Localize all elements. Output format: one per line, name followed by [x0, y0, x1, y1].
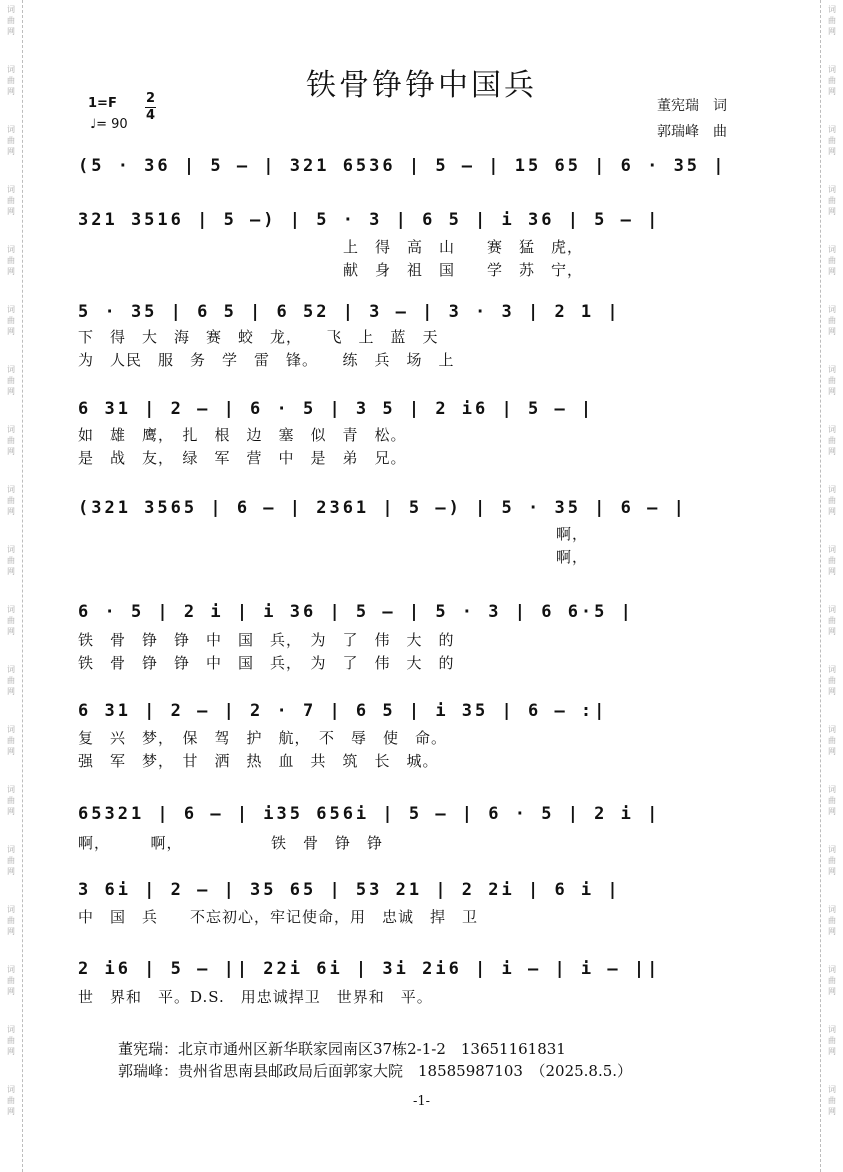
watermark-text: 词 曲 网 — [7, 365, 15, 396]
watermark-text: 词 曲 网 — [7, 245, 15, 276]
watermark-text: 词 曲 网 — [828, 605, 836, 636]
lyric-verse-1: 世 界和 平。D.S. 用忠诚捍卫 世界和 平。 — [78, 988, 433, 1006]
watermark-text: 词 曲 网 — [828, 125, 836, 156]
watermark-text: 词 曲 网 — [7, 65, 15, 96]
lyric-verse-2: 是 战 友， 绿 军 营 中 是 弟 兄。 — [78, 449, 407, 467]
lyric-verse-1: 啊， — [556, 525, 589, 543]
time-signature — [145, 92, 156, 123]
watermark-text: 词 曲 网 — [7, 905, 15, 936]
watermark-text: 词 曲 网 — [828, 1025, 836, 1056]
lyric-verse-2: 献 身 祖 国 学 苏 宁， — [343, 261, 584, 279]
staff-notes: 6 · 5 | 2 i | i 36 | 5 – | 5 · 3 | 6 6·5 | — [78, 602, 634, 622]
watermark-text: 词 曲 网 — [7, 1025, 15, 1056]
watermark-text: 词 曲 网 — [828, 725, 836, 756]
watermark-text: 词 曲 网 — [828, 785, 836, 816]
watermark-text: 词 曲 网 — [828, 1085, 836, 1116]
staff-notes: 321 3516 | 5 –) | 5 · 3 | 6 5 | i 36 | 5 – | — [78, 210, 661, 230]
watermark-text: 词 曲 网 — [7, 5, 15, 36]
tempo-marking: ♩= 90 — [90, 117, 128, 132]
staff-notes: 5 · 35 | 6 5 | 6 52 | 3 – | 3 · 3 | 2 1 | — [78, 302, 621, 322]
lyric-verse-2: 啊， — [556, 548, 589, 566]
watermark-text: 词 曲 网 — [828, 425, 836, 456]
watermark-text: 词 曲 网 — [828, 245, 836, 276]
watermark-text: 词 曲 网 — [7, 845, 15, 876]
watermark-text: 词 曲 网 — [7, 965, 15, 996]
watermark-text: 词 曲 网 — [7, 665, 15, 696]
time-bottom: 4 — [145, 108, 156, 123]
watermark-text: 词 曲 网 — [7, 545, 15, 576]
lyric-verse-1: 下 得 大 海 赛 蛟 龙， 飞 上 蓝 天 — [78, 328, 439, 346]
lyric-verse-1: 复 兴 梦， 保 驾 护 航， 不 辱 使 命。 — [78, 729, 448, 747]
lyric-verse-2: 强 军 梦， 甘 洒 热 血 共 筑 长 城。 — [78, 752, 439, 770]
staff-notes: 3 6i | 2 – | 35 65 | 53 21 | 2 2i | 6 i | — [78, 880, 621, 900]
watermark-text: 词 曲 网 — [828, 965, 836, 996]
composer-credit: 郭瑞峰 曲 — [657, 124, 727, 140]
watermark-text: 词 曲 网 — [7, 1085, 15, 1116]
key-signature: 1=F — [88, 96, 117, 111]
lyric-verse-2: 铁 骨 铮 铮 中 国 兵， 为 了 伟 大 的 — [78, 654, 455, 672]
watermark-text: 词 曲 网 — [7, 485, 15, 516]
lyric-verse-1: 上 得 高 山 赛 猛 虎， — [343, 238, 584, 256]
watermark-text: 词 曲 网 — [828, 665, 836, 696]
watermark-text: 词 曲 网 — [7, 425, 15, 456]
staff-notes: 6 31 | 2 – | 6 · 5 | 3 5 | 2 i6 | 5 – | — [78, 399, 595, 419]
watermark-text: 词 曲 网 — [7, 785, 15, 816]
lyricist-address: 董宪瑞：北京市通州区新华联家园南区37栋2-1-2 13651161831 — [118, 1040, 566, 1058]
page-number: -1- — [412, 1094, 431, 1109]
lyric-verse-1: 中 国 兵 不忘初心，牢记使命，用 忠诚 捍 卫 — [78, 908, 479, 926]
staff-notes: (5 · 36 | 5 – | 321 6536 | 5 – | 15 65 | 6 · 35 | — [78, 156, 727, 176]
watermark-text: 词 曲 网 — [7, 305, 15, 336]
composer-address: 郭瑞峰：贵州省思南县邮政局后面郭家大院 18585987103 （2025.8.5.） — [118, 1062, 633, 1080]
watermark-text: 词 曲 网 — [7, 185, 15, 216]
watermark-text: 词 曲 网 — [828, 185, 836, 216]
watermark-text: 词 曲 网 — [7, 605, 15, 636]
watermark-text: 词 曲 网 — [828, 845, 836, 876]
left-watermark-strip — [0, 0, 23, 1172]
watermark-text: 词 曲 网 — [828, 485, 836, 516]
watermark-text: 词 曲 网 — [828, 365, 836, 396]
lyric-verse-2: 为 人民 服 务 学 雷 锋。 练 兵 场 上 — [78, 351, 455, 369]
lyric-verse-1: 啊， 啊， 铁 骨 铮 铮 — [78, 834, 384, 852]
right-watermark-strip — [820, 0, 843, 1172]
watermark-text: 词 曲 网 — [7, 725, 15, 756]
lyric-verse-1: 如 雄 鹰， 扎 根 边 塞 似 青 松。 — [78, 426, 407, 444]
staff-notes: 6 31 | 2 – | 2 · 7 | 6 5 | i 35 | 6 – :| — [78, 701, 608, 721]
watermark-text: 词 曲 网 — [7, 125, 15, 156]
watermark-text: 词 曲 网 — [828, 545, 836, 576]
staff-notes: 65321 | 6 – | i35 656i | 5 – | 6 · 5 | 2 i | — [78, 804, 661, 824]
lyricist-credit: 董宪瑞 词 — [657, 98, 727, 114]
watermark-text: 词 曲 网 — [828, 65, 836, 96]
staff-notes: (321 3565 | 6 – | 2361 | 5 –) | 5 · 35 | 6 – | — [78, 498, 687, 518]
watermark-text: 词 曲 网 — [828, 305, 836, 336]
staff-notes: 2 i6 | 5 – || 22i 6i | 3i 2i6 | i – | i – || — [78, 959, 661, 979]
song-title: 铁骨铮铮中国兵 — [306, 68, 537, 103]
lyric-verse-1: 铁 骨 铮 铮 中 国 兵， 为 了 伟 大 的 — [78, 631, 455, 649]
watermark-text: 词 曲 网 — [828, 5, 836, 36]
watermark-text: 词 曲 网 — [828, 905, 836, 936]
time-top: 2 — [145, 91, 156, 106]
